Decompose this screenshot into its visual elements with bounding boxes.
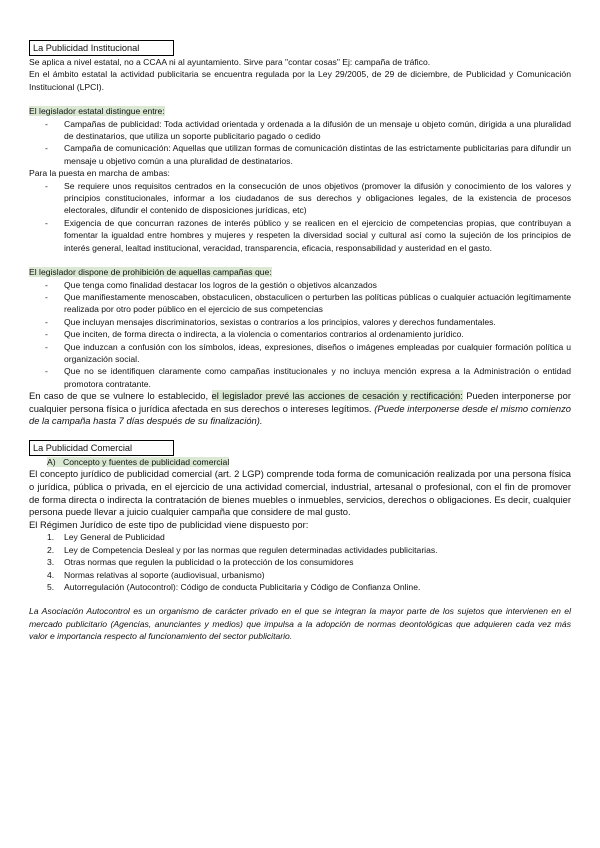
list-item: 4. Normas relativas al soporte (audiovisual, urbanismo) [47,569,265,580]
document-page [29,40,571,643]
paragraph-closing: En caso de que se vulnere lo establecido, el legislador prevé las acciones de cesación y rectificación: Pueden interponerse por cualquier persona física o jurídica afectada en sus derechos o intereses legítimos. (Puede interponerse desde el mismo comienzo de la campaña hasta 7 días después de su finalización). [29,390,572,427]
list-item: - Campañas de publicidad: Toda actividad orientada y ordenada a la difusión de un mensaje u objeto común, dirigida a una pluralidad de destinatarios, que utiliza un soporte publicitario pagado o cedido [45,118,571,142]
list-item: - Que incluyan mensajes discriminatorios, sexistas o contrarios a los principios, valores y derechos fundamentales. [45,316,496,327]
list-item: 1. Ley General de Publicidad [47,532,165,543]
list-item: - Que tenga como finalidad destacar los logros de la gestión o objetivos alcanzados [45,279,377,290]
list-prohibition [29,279,571,391]
paragraph: El concepto jurídico de publicidad comercial (art. 2 LGP) comprende toda forma de comunicación realizada por una persona física o jurídica, pública o privada, en el ejercicio de una actividad comercial, industrial, artesanal o profesional, con el fin de promover de forma directa o indirecta la contratación de bienes muebles o inmuebles, servicios, derechos o obligaciones. Es decir, cualquier persona puede llevar a juicio cualquier campaña que considere de mal gusto. [29,468,571,518]
list-item: - Que induzcan a confusión con los símbolos, ideas, expresiones, diseños o imágenes empleadas por cualquier formación política u organización social. [45,341,571,364]
list-launch [29,180,571,254]
subheading-concept: A) Concepto y fuentes de publicidad comercial [47,456,230,467]
list-regime [29,531,571,593]
list-item: 3. Otras normas que regulen la publicidad o la protección de los consumidores [47,557,354,568]
paragraph: En el ámbito estatal la actividad publicitaria se encuentra regulada por la Ley 29/2005, de 29 de diciembre, de Publicidad y Comunicación Institucional (LPCI). [29,69,571,92]
heading-launch: Para la puesta en marcha de ambas: [29,168,170,179]
list-item: - Se requiere unos requisitos centrados en la consecución de unos objetivos (promover la difusión y conocimiento de los valores y principios constitucionales, informar a los ciudadanos de sus derechos y obligaciones legales, de la existencia de procesos electorales, difundir el contenido de disposiciones jurídicas, etc) [45,180,571,216]
heading-prohibition: El legislador dispone de prohibición de aquellas campañas que: [29,267,272,278]
heading-regime: El Régimen Jurídico de este tipo de publicidad viene dispuesto por: [29,518,309,530]
list-item: - Campaña de comunicación: Aquellas que utilizan formas de comunicación distintas de las estrictamente publicitarias para difundir un mensaje u objetivo común a una pluralidad de destinatarios. [45,143,571,166]
section-title-institucional: La Publicidad Institucional [29,40,174,56]
paragraph-autocontrol: La Asociación Autocontrol es un organismo de carácter privado en el que se integran la mayor parte de los sujetos que intervienen en el mercado publicitario (Agencias, anunciantes y medios) que impulsa a la adopción de normas deontológicas que adquieren cada vez más valor e importancia respecto al funcionamiento del sector publicitario. [29,606,571,642]
list-item: 2. Ley de Competencia Desleal y por las normas que regulen determinadas actividades publicitarias. [47,544,438,555]
list-item: - Que inciten, de forma directa o indirecta, a la violencia o comentarios contrarios al ordenamiento jurídico. [45,329,464,340]
list-item: - Que no se identifiquen claramente como campañas institucionales y no incluya mención expresa a la Administración o entidad promotora contratante. [45,366,571,389]
paragraph: Se aplica a nivel estatal, no a CCAA ni al ayuntamiento. Sirve para "contar cosas" Ej: campaña de tráfico. [29,57,431,67]
list-item: - Exigencia de que concurran razones de interés público y se realicen en el ejercicio de competencias propias, que contribuyan a fomentar la igualdad entre hombres y mujeres y respeten la diversidad social y cultural así como la sujeción de los principios de interés general, lealtad institucional, veracidad, transparencia, eficacia, responsabilidad y austeridad en el gasto. [45,217,571,253]
list-item: - Que manifiestamente menoscaben, obstaculicen, obstaculicen o perturben las políticas públicas o cualquier actuación legítimamente realizada por otro poder público en el ejercicio de sus competencias [45,291,571,315]
list-item: 5. Autorregulación (Autocontrol): Código de conducta Publicitaria y Código de Confianza Online. [47,581,421,592]
list-distinguish [29,118,571,168]
section-title-comercial: La Publicidad Comercial [29,440,174,456]
heading-distinguish: El legislador estatal distingue entre: [29,106,165,117]
